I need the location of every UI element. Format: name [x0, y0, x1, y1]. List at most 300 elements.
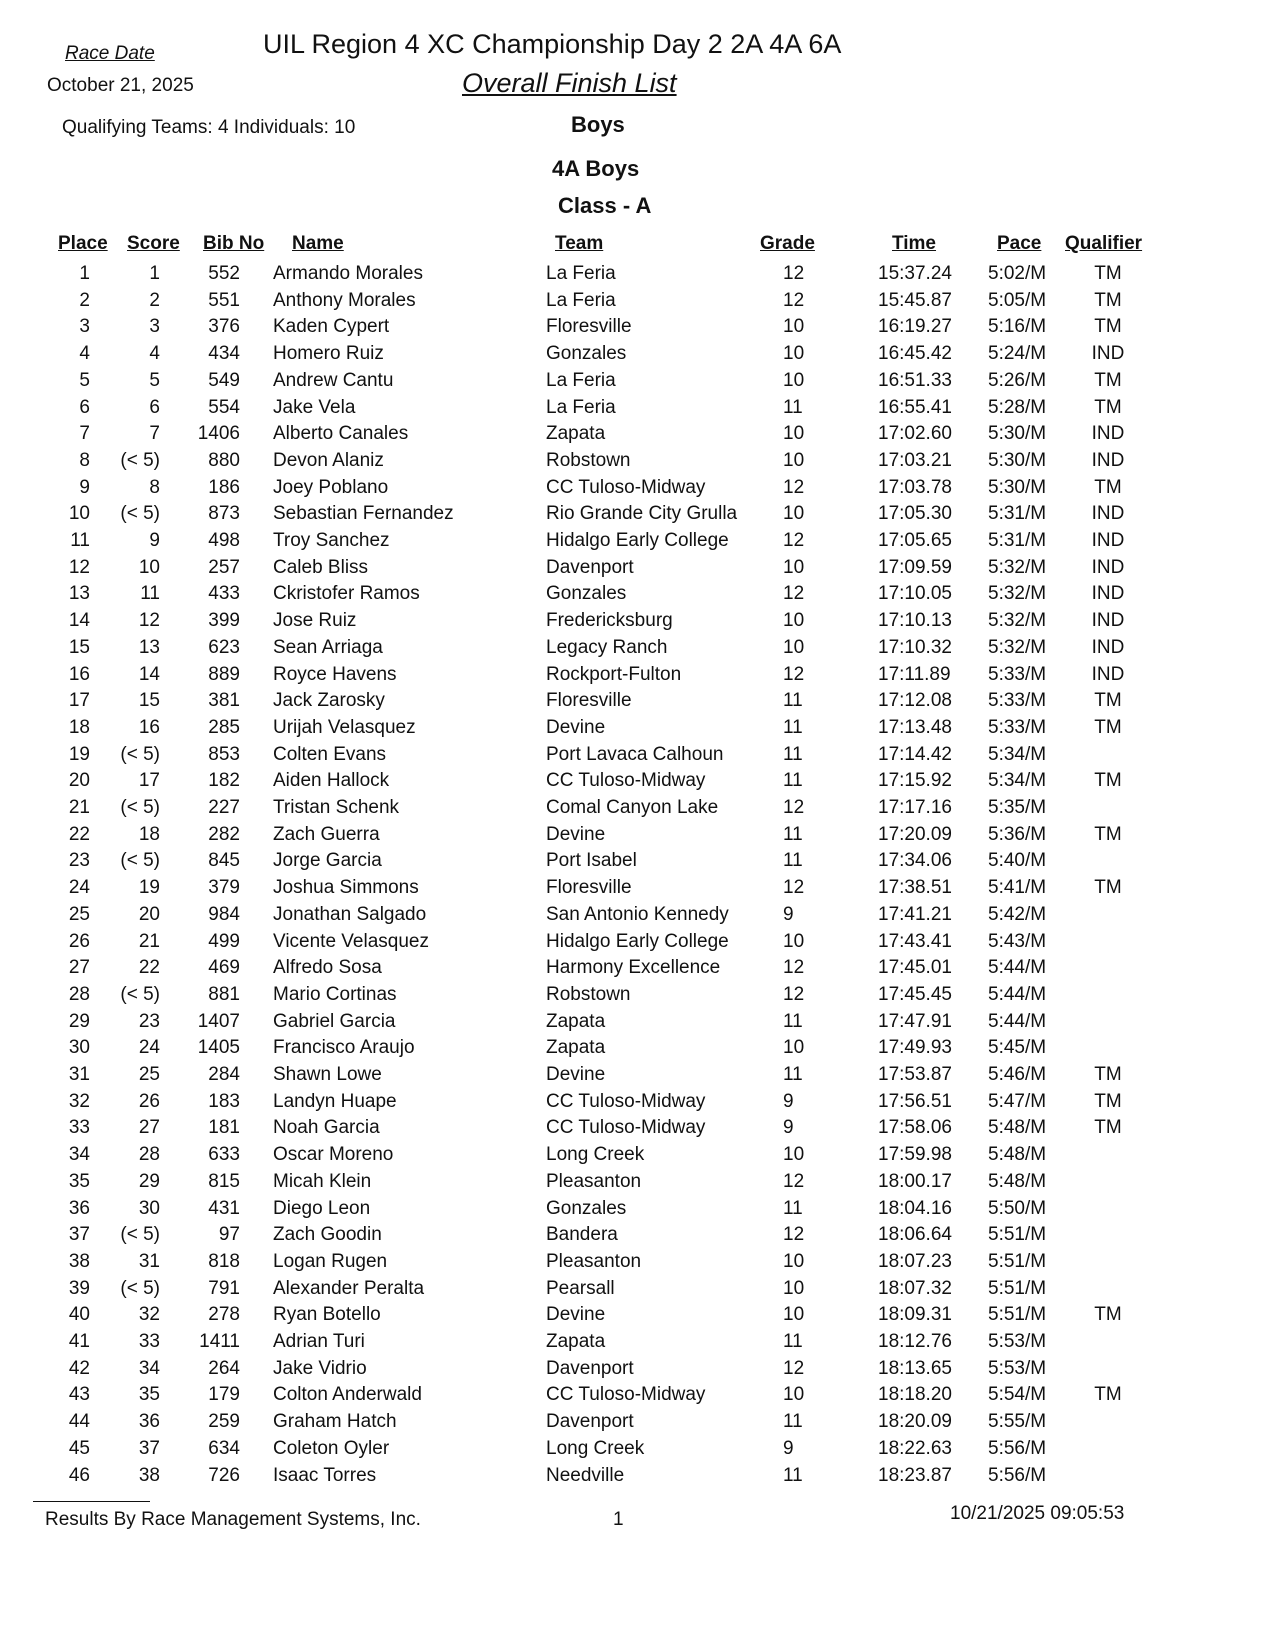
cell-team: Devine — [546, 716, 606, 738]
column-header-bib: Bib No — [203, 233, 265, 254]
cell-grade: 11 — [783, 823, 803, 845]
table-row — [0, 530, 1265, 556]
cell-grade: 11 — [783, 690, 803, 712]
cell-time: 17:11.89 — [878, 663, 951, 685]
cell-score: 35 — [138, 1384, 160, 1406]
cell-name: Urijah Velasquez — [273, 716, 416, 738]
cell-team: Gonzales — [546, 1197, 627, 1219]
cell-score: 29 — [138, 1170, 160, 1192]
cell-bib: 549 — [208, 369, 240, 391]
cell-name: Joey Poblano — [273, 476, 389, 498]
cell-place: 34 — [68, 1144, 90, 1166]
cell-name: Ckristofer Ramos — [273, 583, 420, 605]
cell-bib: 818 — [208, 1250, 240, 1272]
cell-score: 23 — [138, 1010, 160, 1032]
table-row — [0, 1037, 1265, 1063]
table-row — [0, 503, 1265, 529]
cell-name: Diego Leon — [273, 1197, 371, 1219]
cell-time: 17:45.45 — [878, 983, 952, 1005]
cell-place: 19 — [68, 743, 90, 765]
cell-team: CC Tuloso-Midway — [546, 1384, 706, 1406]
cell-bib: 282 — [208, 823, 240, 845]
cell-score: 14 — [138, 663, 160, 685]
cell-time: 17:56.51 — [878, 1090, 952, 1112]
cell-name: Sebastian Fernandez — [273, 503, 454, 525]
cell-time: 17:47.91 — [878, 1010, 952, 1032]
cell-time: 16:45.42 — [878, 343, 952, 365]
cell-place: 30 — [68, 1037, 90, 1059]
cell-pace: 5:24/M — [988, 343, 1047, 365]
cell-bib: 376 — [208, 316, 240, 338]
cell-place: 8 — [79, 449, 90, 471]
cell-qual: IND — [1091, 663, 1125, 685]
cell-pace: 5:46/M — [988, 1064, 1047, 1085]
cell-place: 10 — [68, 503, 90, 525]
cell-qual: IND — [1091, 449, 1125, 471]
cell-grade: 9 — [783, 1437, 794, 1459]
cell-time: 17:12.08 — [878, 690, 952, 712]
cell-score: (< 5) — [120, 503, 160, 525]
cell-qual: TM — [1094, 823, 1122, 845]
cell-bib: 379 — [208, 877, 240, 899]
cell-grade: 12 — [783, 1224, 805, 1246]
cell-name: Coleton Oyler — [273, 1437, 390, 1459]
class-heading: Class - A — [558, 193, 652, 218]
cell-pace: 5:54/M — [988, 1384, 1047, 1406]
cell-team: La Feria — [546, 289, 616, 311]
cell-bib: 880 — [208, 449, 240, 471]
cell-bib: 873 — [208, 503, 240, 525]
table-row — [0, 290, 1265, 316]
cell-grade: 10 — [783, 503, 805, 525]
page-subtitle: Overall Finish List — [462, 68, 677, 98]
table-row — [0, 343, 1265, 369]
cell-team: Fredericksburg — [546, 610, 673, 632]
cell-name: Troy Sanchez — [273, 530, 390, 551]
cell-pace: 5:41/M — [988, 877, 1047, 899]
cell-pace: 5:51/M — [988, 1304, 1047, 1326]
table-row — [0, 931, 1265, 957]
cell-time: 17:15.92 — [878, 770, 952, 792]
cell-pace: 5:42/M — [988, 903, 1047, 925]
cell-bib: 285 — [208, 716, 240, 738]
cell-name: Alfredo Sosa — [273, 957, 382, 979]
qualifying-info: Qualifying Teams: 4 Individuals: 10 — [62, 117, 356, 138]
cell-score: 21 — [138, 930, 160, 952]
cell-name: Jake Vela — [273, 396, 356, 418]
race-date: October 21, 2025 — [47, 75, 194, 96]
table-row — [0, 477, 1265, 503]
cell-name: Landyn Huape — [273, 1090, 397, 1112]
cell-time: 18:00.17 — [878, 1170, 952, 1192]
cell-grade: 10 — [783, 636, 805, 658]
cell-bib: 1411 — [199, 1331, 240, 1352]
cell-score: 32 — [138, 1304, 160, 1326]
cell-place: 9 — [79, 476, 90, 498]
page-number: 1 — [613, 1509, 624, 1530]
cell-time: 16:55.41 — [878, 396, 952, 418]
cell-time: 15:37.24 — [878, 263, 952, 284]
cell-pace: 5:51/M — [988, 1224, 1047, 1246]
table-row — [0, 1011, 1265, 1037]
table-row — [0, 1304, 1265, 1330]
cell-score: 2 — [149, 289, 160, 311]
cell-grade: 11 — [783, 850, 803, 872]
cell-pace: 5:44/M — [988, 957, 1047, 979]
cell-score: 11 — [140, 583, 160, 605]
cell-name: Armando Morales — [273, 263, 423, 284]
cell-pace: 5:33/M — [988, 690, 1047, 712]
cell-team: Rockport-Fulton — [546, 663, 682, 685]
table-row — [0, 1411, 1265, 1437]
column-header-name: Name — [292, 233, 344, 254]
cell-grade: 10 — [783, 449, 805, 471]
cell-time: 17:10.32 — [878, 636, 952, 658]
cell-time: 17:45.01 — [878, 957, 952, 979]
cell-time: 17:43.41 — [878, 930, 952, 952]
table-row — [0, 1064, 1265, 1090]
table-row — [0, 1091, 1265, 1117]
cell-pace: 5:33/M — [988, 716, 1047, 738]
cell-pace: 5:40/M — [988, 850, 1047, 872]
table-row — [0, 1144, 1265, 1170]
cell-qual: IND — [1091, 343, 1125, 365]
cell-place: 33 — [68, 1117, 90, 1139]
cell-pace: 5:30/M — [988, 423, 1047, 445]
cell-place: 3 — [79, 316, 90, 338]
cell-qual: TM — [1094, 369, 1122, 391]
cell-bib: 183 — [208, 1090, 240, 1112]
cell-bib: 726 — [208, 1464, 240, 1486]
column-header-time: Time — [892, 233, 937, 254]
cell-time: 17:05.30 — [878, 503, 952, 525]
cell-pace: 5:50/M — [988, 1197, 1047, 1219]
cell-pace: 5:32/M — [988, 636, 1047, 658]
cell-name: Aiden Hallock — [273, 770, 390, 792]
cell-pace: 5:05/M — [988, 289, 1047, 311]
cell-qual: TM — [1094, 690, 1122, 712]
cell-score: 10 — [138, 556, 160, 578]
cell-pace: 5:47/M — [988, 1090, 1047, 1112]
cell-qual: TM — [1094, 716, 1122, 738]
cell-bib: 259 — [208, 1411, 240, 1433]
cell-team: Needville — [546, 1464, 625, 1486]
cell-bib: 227 — [208, 797, 240, 818]
cell-name: Royce Havens — [273, 663, 397, 685]
cell-time: 18:04.16 — [878, 1197, 952, 1219]
cell-place: 22 — [68, 823, 90, 845]
cell-name: Zach Goodin — [273, 1224, 382, 1246]
race-date-label: Race Date — [65, 43, 155, 64]
table-row — [0, 690, 1265, 716]
cell-time: 17:05.65 — [878, 530, 952, 551]
footer-divider — [33, 1501, 150, 1502]
cell-score: 30 — [138, 1197, 160, 1219]
cell-pace: 5:43/M — [988, 930, 1047, 952]
cell-pace: 5:48/M — [988, 1117, 1047, 1139]
table-row — [0, 1331, 1265, 1357]
cell-place: 37 — [68, 1224, 90, 1246]
cell-score: 4 — [149, 343, 160, 365]
cell-name: Anthony Morales — [273, 289, 416, 311]
cell-grade: 11 — [783, 1010, 803, 1032]
cell-place: 21 — [68, 797, 90, 818]
cell-grade: 10 — [783, 423, 805, 445]
cell-name: Micah Klein — [273, 1170, 372, 1192]
cell-time: 18:07.23 — [878, 1250, 952, 1272]
cell-pace: 5:28/M — [988, 396, 1047, 418]
cell-qual: IND — [1091, 503, 1125, 525]
cell-name: Andrew Cantu — [273, 369, 394, 391]
cell-bib: 97 — [218, 1224, 240, 1246]
cell-score: 15 — [138, 690, 160, 712]
cell-score: 24 — [138, 1037, 160, 1059]
cell-qual: IND — [1091, 583, 1125, 605]
cell-grade: 11 — [783, 1197, 803, 1219]
cell-name: Francisco Araujo — [273, 1037, 415, 1059]
cell-time: 17:09.59 — [878, 556, 952, 578]
table-row — [0, 664, 1265, 690]
cell-team: CC Tuloso-Midway — [546, 1117, 706, 1139]
table-row — [0, 824, 1265, 850]
cell-bib: 182 — [208, 770, 240, 792]
table-row — [0, 797, 1265, 823]
cell-team: Gonzales — [546, 343, 627, 365]
cell-grade: 9 — [783, 1117, 794, 1139]
cell-score: 16 — [138, 716, 160, 738]
cell-qual: TM — [1094, 289, 1122, 311]
cell-score: (< 5) — [120, 743, 160, 765]
cell-team: Devine — [546, 1064, 606, 1085]
cell-team: Devine — [546, 1304, 606, 1326]
cell-bib: 181 — [208, 1117, 240, 1139]
table-row — [0, 770, 1265, 796]
cell-bib: 431 — [208, 1197, 240, 1219]
cell-name: Alexander Peralta — [273, 1277, 425, 1299]
cell-qual: IND — [1091, 530, 1125, 551]
cell-name: Alberto Canales — [273, 423, 409, 445]
cell-name: Tristan Schenk — [273, 797, 400, 818]
cell-time: 16:19.27 — [878, 316, 952, 338]
table-row — [0, 957, 1265, 983]
cell-grade: 10 — [783, 1144, 805, 1166]
cell-score: 5 — [149, 369, 160, 391]
cell-team: Floresville — [546, 690, 632, 712]
cell-qual: IND — [1091, 636, 1125, 658]
cell-grade: 10 — [783, 1304, 805, 1326]
cell-bib: 257 — [208, 556, 240, 578]
cell-qual: TM — [1094, 476, 1122, 498]
cell-time: 18:20.09 — [878, 1411, 952, 1433]
cell-grade: 10 — [783, 610, 805, 632]
cell-name: Vicente Velasquez — [273, 930, 429, 952]
cell-place: 14 — [68, 610, 90, 632]
table-row — [0, 1198, 1265, 1224]
cell-bib: 853 — [208, 743, 240, 765]
cell-time: 17:59.98 — [878, 1144, 952, 1166]
column-header-grade: Grade — [760, 233, 815, 254]
cell-score: 31 — [138, 1250, 160, 1272]
division-heading: 4A Boys — [552, 156, 640, 181]
cell-grade: 11 — [783, 716, 803, 738]
cell-bib: 634 — [208, 1437, 240, 1459]
cell-pace: 5:53/M — [988, 1357, 1047, 1379]
cell-score: 37 — [138, 1437, 160, 1459]
cell-pace: 5:16/M — [988, 316, 1047, 338]
cell-score: (< 5) — [120, 797, 160, 818]
cell-place: 29 — [68, 1010, 90, 1032]
cell-time: 17:14.42 — [878, 743, 952, 765]
table-row — [0, 263, 1265, 289]
cell-place: 44 — [68, 1411, 90, 1433]
cell-score: 19 — [138, 877, 160, 899]
cell-time: 18:23.87 — [878, 1464, 952, 1486]
cell-bib: 984 — [208, 903, 240, 925]
table-row — [0, 877, 1265, 903]
cell-pace: 5:32/M — [988, 583, 1047, 605]
cell-name: Jake Vidrio — [273, 1357, 367, 1379]
cell-time: 17:41.21 — [878, 903, 952, 925]
cell-grade: 9 — [783, 903, 794, 925]
cell-team: Rio Grande City Grulla — [546, 503, 738, 525]
cell-score: 27 — [138, 1117, 160, 1139]
cell-name: Mario Cortinas — [273, 983, 397, 1005]
table-row — [0, 984, 1265, 1010]
cell-team: Pearsall — [546, 1277, 615, 1299]
cell-grade: 12 — [783, 1170, 805, 1192]
cell-bib: 499 — [208, 930, 240, 952]
cell-qual: TM — [1094, 263, 1122, 284]
cell-place: 36 — [68, 1197, 90, 1219]
cell-place: 5 — [79, 369, 90, 391]
cell-score: 3 — [149, 316, 160, 338]
cell-name: Logan Rugen — [273, 1250, 388, 1272]
column-header-place: Place — [58, 233, 108, 254]
cell-name: Oscar Moreno — [273, 1144, 394, 1166]
cell-bib: 552 — [208, 263, 240, 284]
cell-place: 1 — [79, 263, 90, 284]
cell-team: Hidalgo Early College — [546, 530, 729, 551]
cell-qual: IND — [1091, 423, 1125, 445]
cell-bib: 469 — [208, 957, 240, 979]
cell-time: 18:06.64 — [878, 1224, 952, 1246]
cell-place: 2 — [79, 289, 90, 311]
cell-team: CC Tuloso-Midway — [546, 476, 706, 498]
cell-pace: 5:48/M — [988, 1144, 1047, 1166]
cell-place: 7 — [79, 423, 90, 445]
cell-place: 24 — [68, 877, 90, 899]
cell-qual: TM — [1094, 770, 1122, 792]
cell-pace: 5:56/M — [988, 1464, 1047, 1486]
cell-place: 12 — [68, 556, 90, 578]
cell-pace: 5:31/M — [988, 530, 1047, 551]
cell-pace: 5:53/M — [988, 1331, 1047, 1352]
cell-team: Davenport — [546, 1357, 634, 1379]
cell-bib: 498 — [208, 530, 240, 551]
cell-grade: 12 — [783, 530, 805, 551]
footer-credit: Results By Race Management Systems, Inc. — [45, 1509, 421, 1530]
cell-place: 38 — [68, 1250, 90, 1272]
cell-bib: 554 — [208, 396, 240, 418]
cell-team: Port Lavaca Calhoun — [546, 743, 724, 765]
cell-team: Davenport — [546, 556, 634, 578]
cell-place: 32 — [68, 1090, 90, 1112]
cell-name: Jorge Garcia — [273, 850, 382, 872]
cell-pace: 5:45/M — [988, 1037, 1047, 1059]
cell-place: 28 — [68, 983, 90, 1005]
cell-grade: 10 — [783, 1277, 805, 1299]
cell-time: 17:03.21 — [878, 449, 952, 471]
cell-score: 17 — [138, 770, 160, 792]
cell-bib: 845 — [208, 850, 240, 872]
cell-qual: TM — [1094, 877, 1122, 899]
cell-pace: 5:44/M — [988, 983, 1047, 1005]
cell-place: 42 — [68, 1357, 90, 1379]
cell-team: Zapata — [546, 1331, 606, 1352]
cell-score: 18 — [138, 823, 160, 845]
cell-score: 33 — [138, 1331, 160, 1352]
cell-place: 11 — [70, 530, 90, 551]
cell-place: 26 — [68, 930, 90, 952]
cell-name: Jose Ruiz — [273, 610, 357, 632]
cell-team: Zapata — [546, 423, 606, 445]
cell-name: Noah Garcia — [273, 1117, 380, 1139]
column-header-pace: Pace — [997, 233, 1042, 254]
cell-qual: TM — [1094, 1304, 1122, 1326]
cell-bib: 551 — [208, 289, 240, 311]
cell-place: 4 — [79, 343, 90, 365]
cell-grade: 12 — [783, 1357, 805, 1379]
cell-grade: 12 — [783, 877, 805, 899]
cell-team: Floresville — [546, 316, 632, 338]
cell-time: 17:58.06 — [878, 1117, 952, 1139]
cell-score: 1 — [149, 263, 160, 284]
cell-grade: 10 — [783, 343, 805, 365]
cell-team: San Antonio Kennedy — [546, 903, 729, 925]
cell-name: Devon Alaniz — [273, 449, 384, 471]
cell-name: Ryan Botello — [273, 1304, 381, 1326]
table-row — [0, 1251, 1265, 1277]
cell-place: 25 — [68, 903, 90, 925]
table-row — [0, 450, 1265, 476]
cell-pace: 5:51/M — [988, 1250, 1047, 1272]
cell-bib: 186 — [208, 476, 240, 498]
cell-grade: 11 — [783, 1331, 803, 1352]
table-row — [0, 904, 1265, 930]
cell-time: 17:10.05 — [878, 583, 952, 605]
column-header-score: Score — [127, 233, 180, 254]
cell-bib: 881 — [208, 983, 240, 1005]
cell-bib: 399 — [208, 610, 240, 632]
table-row — [0, 583, 1265, 609]
cell-bib: 179 — [208, 1384, 240, 1406]
table-row — [0, 637, 1265, 663]
cell-grade: 10 — [783, 1250, 805, 1272]
cell-team: Zapata — [546, 1037, 606, 1059]
cell-time: 17:34.06 — [878, 850, 952, 872]
cell-name: Zach Guerra — [273, 823, 380, 845]
cell-score: 8 — [149, 476, 160, 498]
cell-time: 17:02.60 — [878, 423, 952, 445]
cell-score: 9 — [149, 530, 160, 551]
cell-grade: 10 — [783, 316, 805, 338]
cell-pace: 5:32/M — [988, 556, 1047, 578]
cell-team: La Feria — [546, 263, 616, 284]
cell-qual: IND — [1091, 610, 1125, 632]
cell-pace: 5:44/M — [988, 1010, 1047, 1032]
cell-score: 25 — [138, 1064, 160, 1085]
cell-score: 6 — [149, 396, 160, 418]
